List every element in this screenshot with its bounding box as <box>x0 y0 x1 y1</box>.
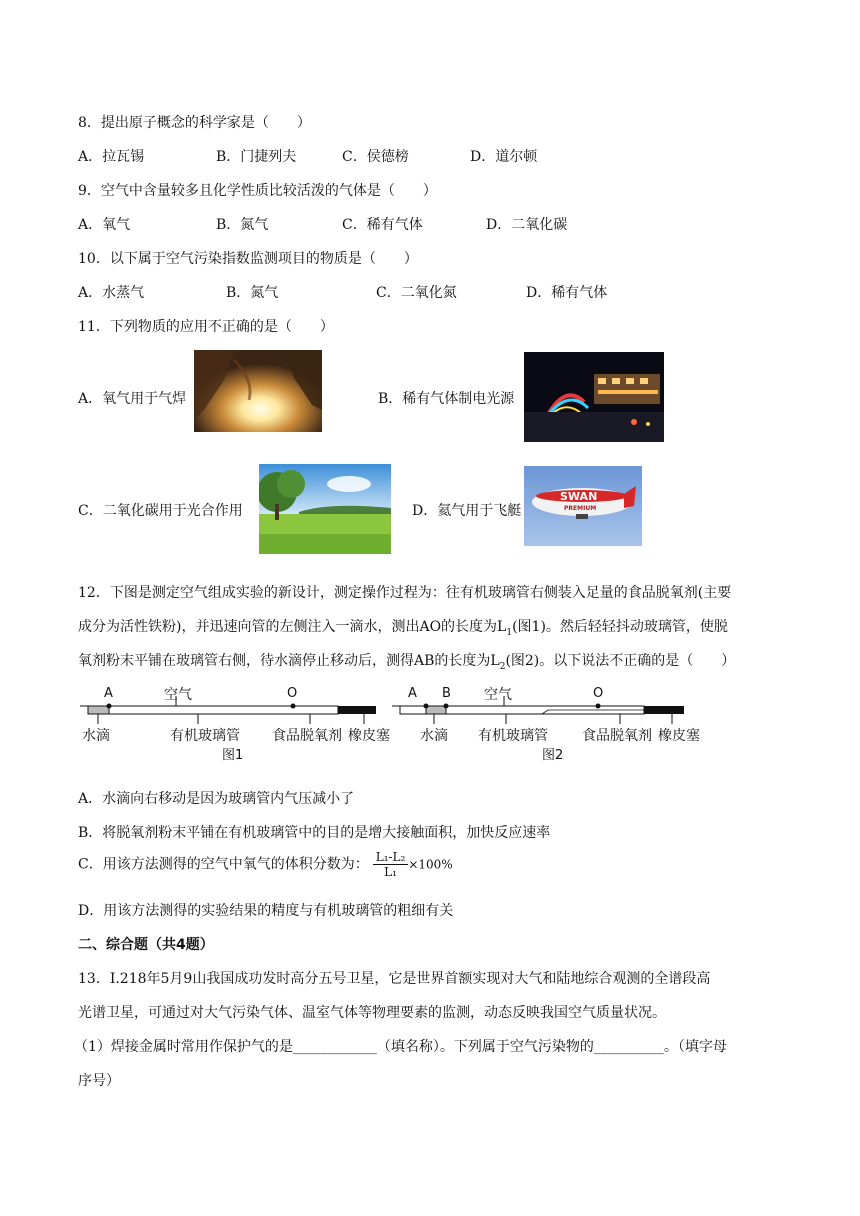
oxygen-fraction: $\frac{\text{L₁-L₂}}{\text{L₁}}$ <box>373 850 409 879</box>
q11-option-b: B．稀有气体制电光源 <box>378 391 515 407</box>
q11-option-d: D．氦气用于飞艇 <box>412 503 522 519</box>
section-heading: 二、综合题（共4题） <box>78 937 214 953</box>
q8-stem: 8．提出原子概念的科学家是（ ） <box>78 115 311 131</box>
fig1-caption: 图1 <box>222 748 244 763</box>
neon-lights-photo <box>524 352 664 442</box>
q10-stem: 10．以下属于空气污染指数监测项目的物质是（ ） <box>78 251 418 267</box>
fig2-tube-label: 有机玻璃管 <box>478 728 548 744</box>
fig2-point-a: A <box>408 686 417 701</box>
fig1-point-a: A <box>104 686 113 701</box>
figure-1 <box>80 682 390 762</box>
q9-option-c: C．稀有气体 <box>342 217 423 233</box>
q12-option-d: D．用该方法测得的实验结果的精度与有机玻璃管的粗细有关 <box>78 903 454 919</box>
blimp-text: SWAN <box>560 490 598 503</box>
blimp-photo <box>524 466 642 546</box>
fig1-air-label: 空气 <box>164 687 192 703</box>
q11-option-c: C．二氧化碳用于光合作用 <box>78 503 243 519</box>
q12-option-b: B．将脱氧剂粉末平铺在有机玻璃管中的目的是增大接触面积，加快反应速率 <box>78 825 551 841</box>
fig1-water-label: 水滴 <box>82 728 110 744</box>
fig2-point-b: B <box>442 686 451 701</box>
q8-option-d: D．道尔顿 <box>470 149 538 165</box>
fig2-agent-label: 食品脱氧剂 <box>582 728 652 744</box>
q11-stem: 11．下列物质的应用不正确的是（ ） <box>78 319 334 335</box>
figure-2 <box>392 682 712 762</box>
q10-option-a: A．水蒸气 <box>78 285 145 301</box>
q9-stem: 9．空气中含量较多且化学性质比较活泼的气体是（ ） <box>78 183 437 199</box>
q12-option-c: C．用该方法测得的空气中氧气的体积分数为： $\frac{\text{L₁-L₂}}{\text{L₁}}$ ×100% <box>78 850 453 879</box>
fig1-point-o: O <box>287 686 298 701</box>
q8-option-c: C．侯德榜 <box>342 149 409 165</box>
q11-option-a: A．氧气用于气焊 <box>78 391 187 407</box>
q8-option-a: A．拉瓦锡 <box>78 149 145 165</box>
q8-option-b: B．门捷列夫 <box>216 149 297 165</box>
q12-option-a: A．水滴向右移动是因为玻璃管内气压减小了 <box>78 791 355 807</box>
q12-stem-line3: 氧剂粉末平铺在玻璃管右侧，待水滴停止移动后，测得AB的长度为$L_2$(图2)。以下说法不正确的是（ ） <box>78 653 736 672</box>
fig2-stopper-label: 橡皮塞 <box>658 728 700 744</box>
q13-line4: 序号） <box>78 1073 120 1089</box>
fig2-air-label: 空气 <box>484 687 512 703</box>
q9-option-b: B．氮气 <box>216 217 269 233</box>
q10-option-b: B．氮气 <box>226 285 279 301</box>
fig2-caption: 图2 <box>542 748 564 763</box>
q9-option-d: D．二氧化碳 <box>486 217 568 233</box>
q13-line1: 13．Ⅰ.218年5月9山我国成功发时高分五号卫星，它是世界首额实现对大气和陆地综合观测的全谱段高 <box>78 971 711 987</box>
welding-photo <box>194 350 322 432</box>
fig1-tube-label: 有机玻璃管 <box>170 728 240 744</box>
fig2-water-label: 水滴 <box>420 728 448 744</box>
q13-line3: （1）焊接金属时常用作保护气的是____________（填名称）。下列属于空气污染物的__________。（填字母 <box>74 1039 727 1055</box>
blimp-subtext: PREMIUM <box>564 505 597 512</box>
q12-stem-line1: 12．下图是测定空气组成实验的新设计，测定操作过程为：往有机玻璃管右侧装入足量的食品脱氧剂(主要 <box>78 585 732 601</box>
fig1-stopper-label: 橡皮塞 <box>348 728 390 744</box>
q12-stem-line2: 成分为活性铁粉)，并迅速向管的左侧注入一滴水，测出AO的长度为$L_1$(图1)。然后轻轻抖动玻璃管，使脱 <box>78 619 728 638</box>
q10-option-d: D．稀有气体 <box>526 285 608 301</box>
q13-line2: 光谱卫星，可通过对大气污染气体、温室气体等物理要素的监测，动态反映我国空气质量状况。 <box>78 1005 666 1021</box>
landscape-photo <box>259 464 391 554</box>
q10-option-c: C．二氧化氮 <box>376 285 457 301</box>
fig1-agent-label: 食品脱氧剂 <box>272 728 342 744</box>
fig2-point-o: O <box>593 686 604 701</box>
q9-option-a: A．氧气 <box>78 217 131 233</box>
